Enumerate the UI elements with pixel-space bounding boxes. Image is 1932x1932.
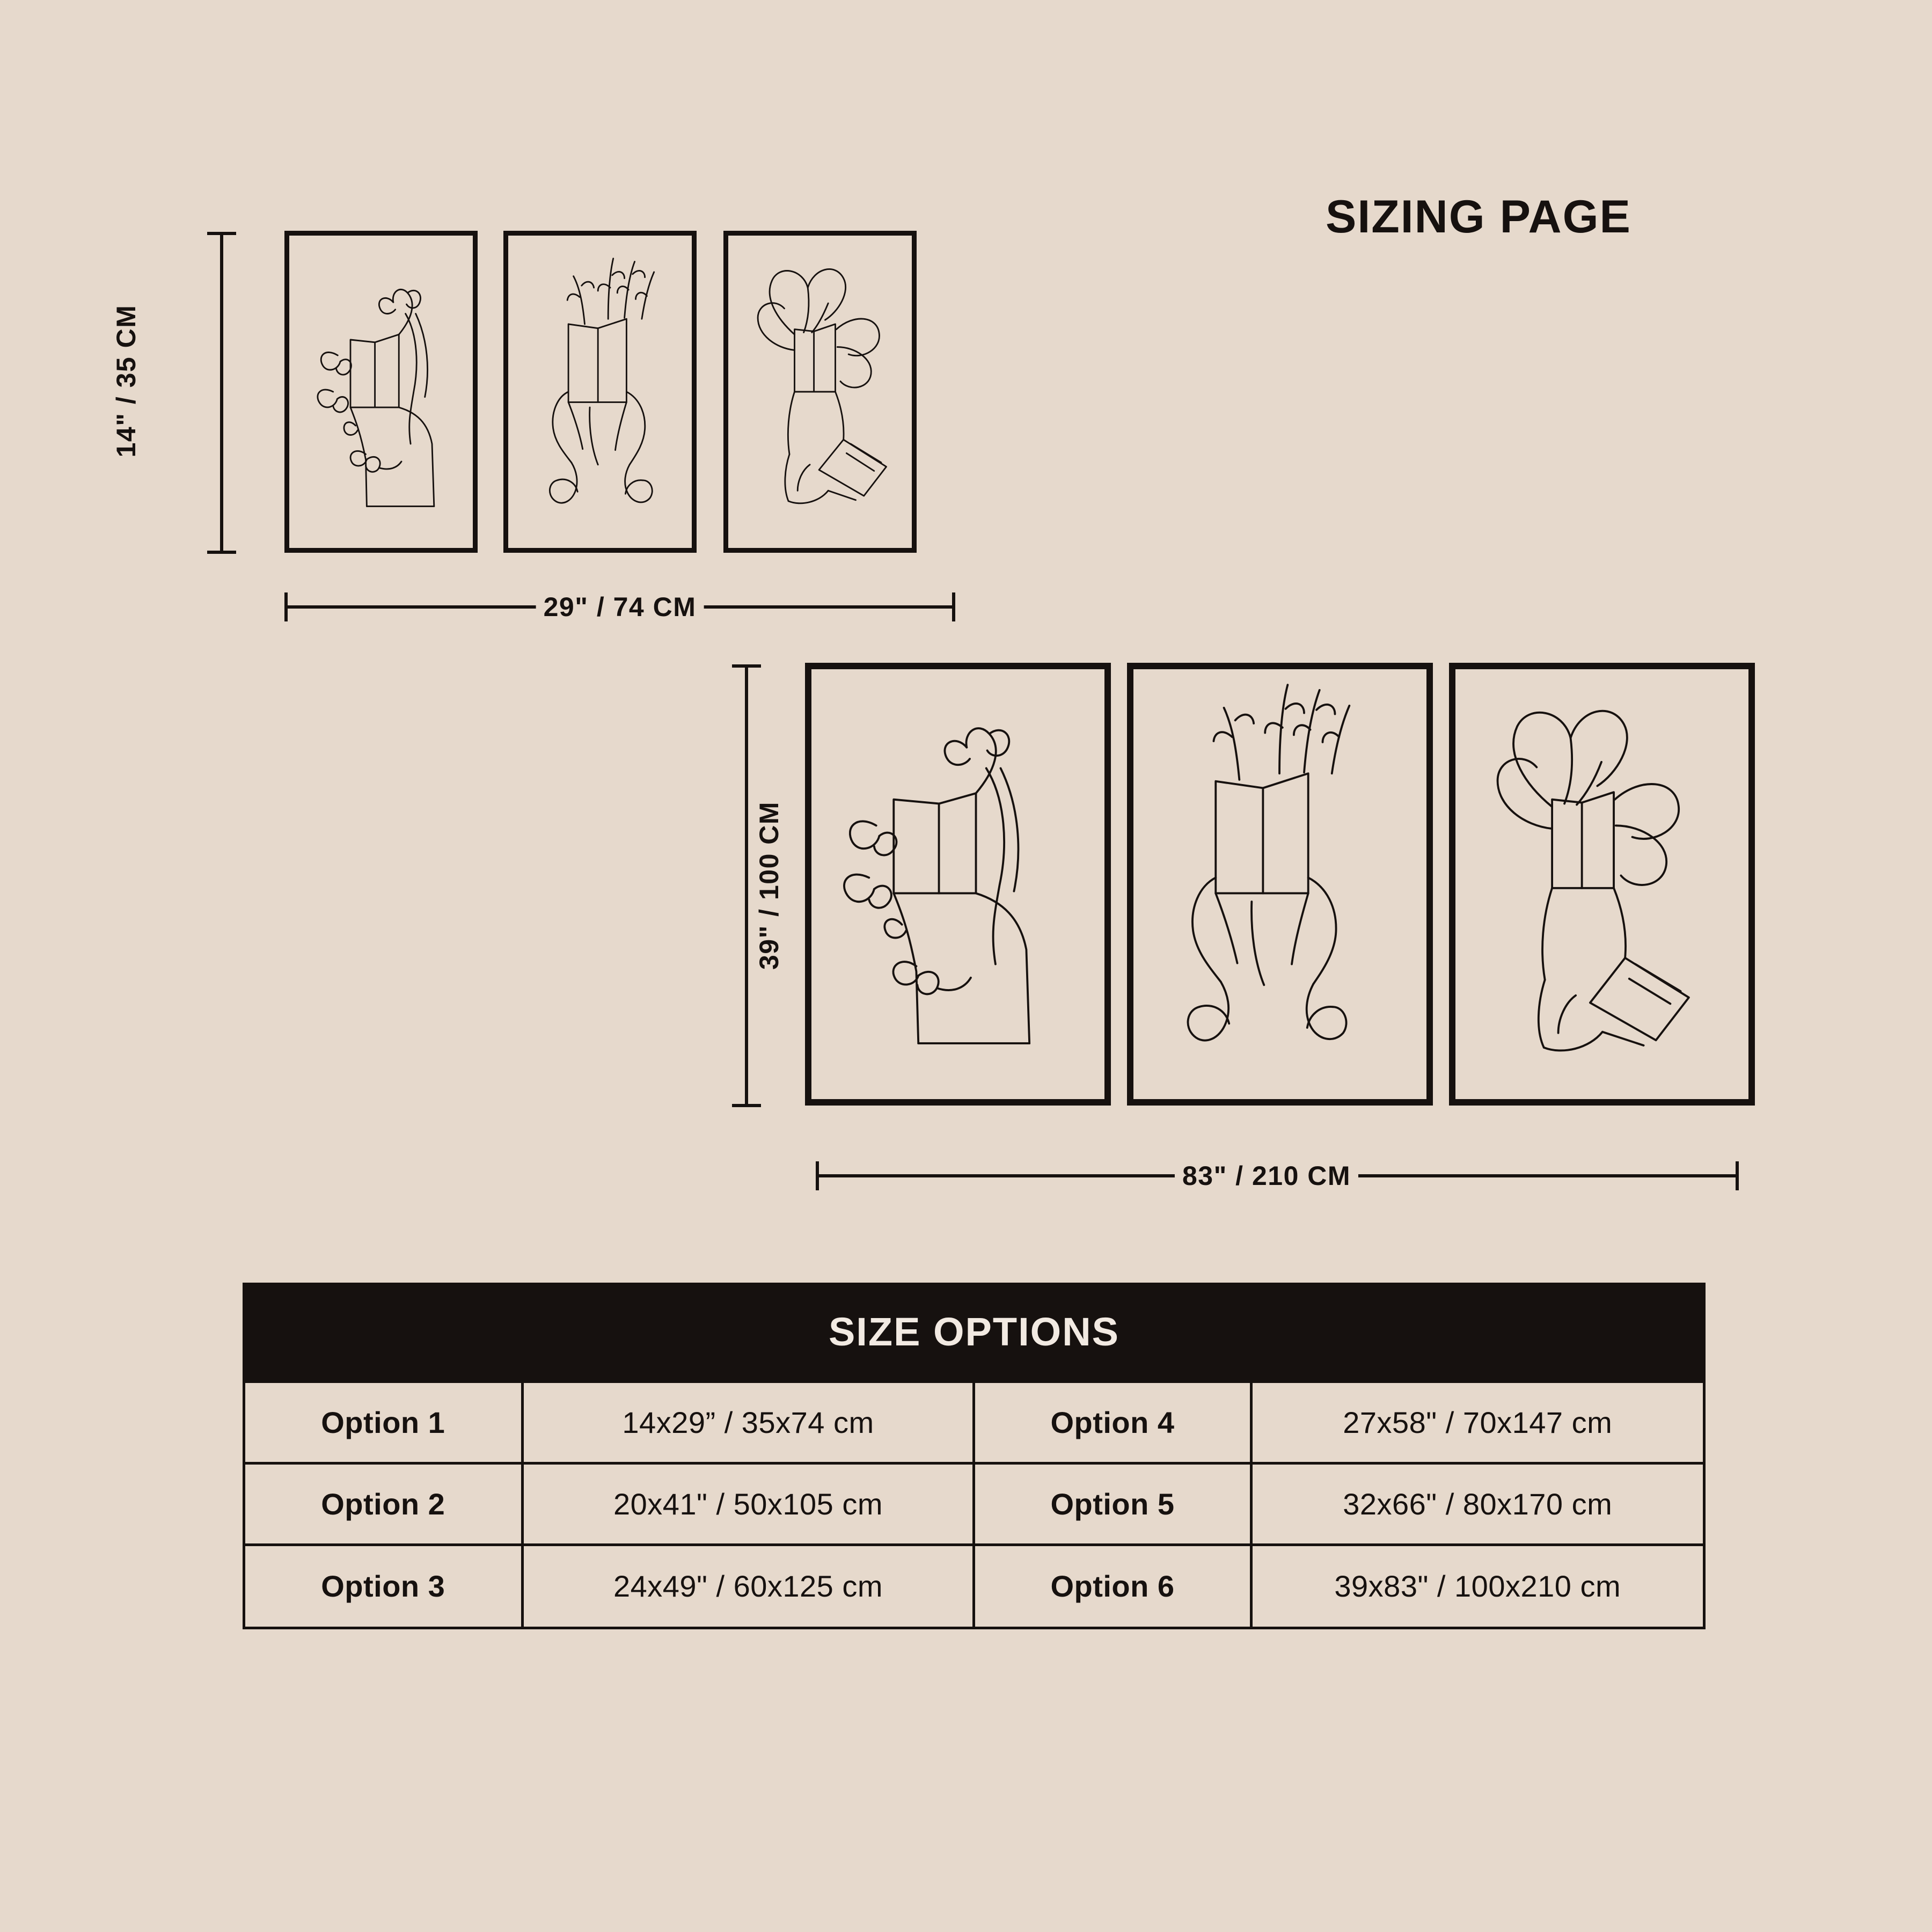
- large-set-height-label: 39" / 100 CM: [753, 794, 785, 977]
- small-set-height-label: 14" / 35 CM: [111, 297, 142, 465]
- option-label-1: Option 1: [245, 1382, 522, 1463]
- option-label-4: Option 4: [974, 1382, 1251, 1463]
- page-title: SIZING PAGE: [1326, 191, 1631, 243]
- option-label-6: Option 6: [974, 1545, 1251, 1627]
- table-row: [245, 1545, 1703, 1627]
- large-set-width-label: 83" / 210 CM: [1175, 1160, 1358, 1191]
- option-value-3: 24x49" / 60x125 cm: [522, 1545, 974, 1627]
- option-value-5: 32x66" / 80x170 cm: [1251, 1463, 1703, 1545]
- artwork-frame-large-2: [1127, 663, 1433, 1106]
- hands-holding-book-with-branches-icon: [508, 236, 692, 548]
- size-options-table: [243, 1283, 1706, 1629]
- figure-with-magnolia-flowers-and-books-icon: [1455, 669, 1748, 1099]
- option-value-1: 14x29” / 35x74 cm: [522, 1382, 974, 1463]
- woman-reading-book-with-butterflies-icon: [289, 236, 473, 548]
- option-value-6: 39x83" / 100x210 cm: [1251, 1545, 1703, 1627]
- large-set-width-cap-right: [1736, 1161, 1739, 1190]
- large-set-height-cap-bottom: [732, 1104, 761, 1107]
- large-set-width-cap-left: [816, 1161, 819, 1190]
- small-set-width-label: 29" / 74 CM: [536, 591, 704, 623]
- option-label-5: Option 5: [974, 1463, 1251, 1545]
- table-row: [245, 1382, 1703, 1463]
- artwork-frame-large-3: [1449, 663, 1755, 1106]
- woman-reading-book-with-butterflies-icon: [811, 669, 1104, 1099]
- small-set-height-cap-bottom: [207, 551, 236, 554]
- artwork-frame-small-2: [503, 231, 697, 553]
- artwork-frame-large-1: [805, 663, 1111, 1106]
- small-set-width-cap-left: [284, 592, 288, 621]
- table-row: [245, 1463, 1703, 1545]
- figure-with-magnolia-flowers-and-books-icon: [728, 236, 912, 548]
- hands-holding-book-with-branches-icon: [1133, 669, 1426, 1099]
- option-label-3: Option 3: [245, 1545, 522, 1627]
- size-options-header: SIZE OPTIONS: [245, 1285, 1703, 1380]
- small-set-height-line: [220, 232, 223, 554]
- small-set-height-cap-top: [207, 232, 236, 235]
- option-label-2: Option 2: [245, 1463, 522, 1545]
- small-set-width-cap-right: [952, 592, 955, 621]
- artwork-frame-small-1: [284, 231, 478, 553]
- artwork-frame-small-3: [723, 231, 917, 553]
- large-set-height-line: [745, 664, 748, 1107]
- option-value-2: 20x41" / 50x105 cm: [522, 1463, 974, 1545]
- large-set-height-cap-top: [732, 664, 761, 668]
- option-value-4: 27x58" / 70x147 cm: [1251, 1382, 1703, 1463]
- size-options-grid: [245, 1380, 1703, 1627]
